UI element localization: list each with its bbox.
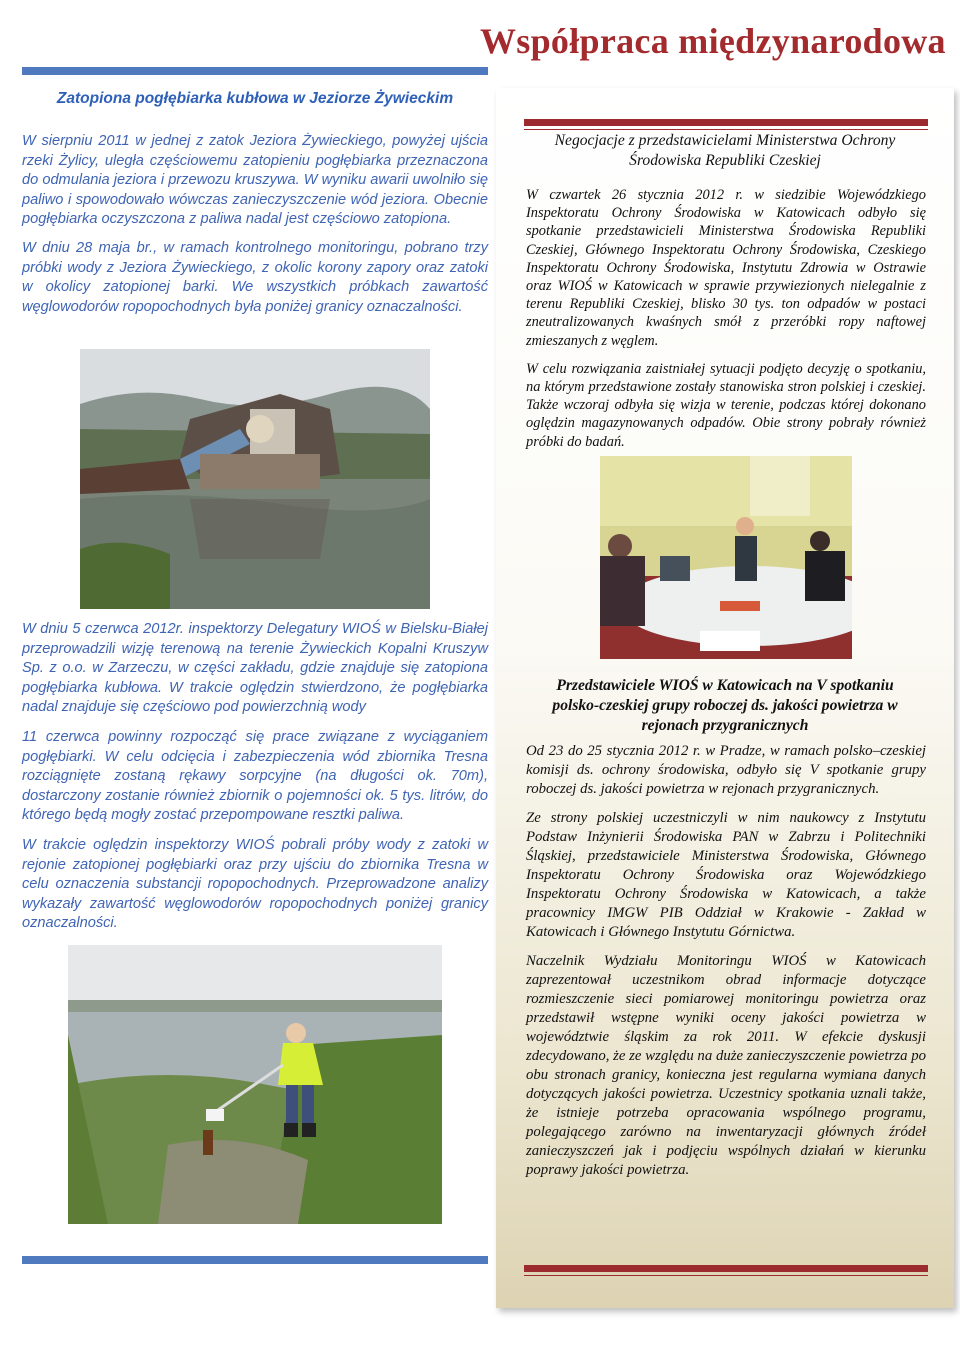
left-paragraph-3: W dniu 5 czerwca 2012r. inspektorzy Delegatury WIOŚ w Bielsku-Białej przeprowadzili wizję terenową na terenie Żywieckich Kopalni Kruszyw Sp. z o.o. w Zarzeczu, w części zakładu, gdzie znajduje się zatopiona pogłębiarka kubłowa. W trakcie oględzin stwierdzono, że pogłębiarka nadal znajduje się częściowo pod powierzchnią wody — [22, 621, 488, 716]
right-heading-2: Przedstawiciele WIOŚ w Katowicach na V spotkaniu polsko-czeskiej grupy roboczej ds. jakości powietrza w rejonach przygranicznych — [552, 677, 898, 734]
left-paragraph-1: W sierpniu 2011 w jednej z zatok Jeziora Żywieckiego, powyżej ujścia rzeki Żylicy, uległa częściowemu zatopieniu pogłębiarka przeznaczona do odmulania jeziora i przewozu kruszywa. W wyniku awarii uwolniło się paliwo i spowodowało wówczas zanieczyszczenie wód jeziora. Obecnie pogłębiarka oczyszczona z paliwa nadal jest częściowo zatopiona. — [22, 133, 488, 228]
left-article-heading: Zatopiona pogłębiarka kubłowa w Jeziorze Żywieckim — [56, 90, 454, 107]
page-title: Współpraca międzynarodowa — [480, 21, 946, 61]
dredger-photo — [80, 349, 430, 609]
left-article-continued — [22, 620, 488, 943]
bottom-red-rule — [524, 1265, 928, 1276]
top-blue-bar — [22, 67, 488, 75]
right-paragraph-1: W czwartek 26 stycznia 2012 r. w siedzibie Wojewódzkiego Inspektoratu Ochrony Środowiska w Katowicach odbyło się spotkanie przedstawicieli Ministerstwa Środowiska Republiki Czeskiej, Głównego Inspektoratu Ochrony Środowiska, Czeskiego Inspektoratu Ochrony Środowiska, Instytutu Zdrowia w Ostrawie oraz WIOŚ w Katowicach w sprawie przywiezionych nielegalnie z terenu Republiki Czeskiej, blisko 30 tys. ton odpadów w postaci zneutralizowanych kwaśnych smół z przeróbki ropy naftowej zmieszanych z węglem. — [526, 187, 926, 349]
right-paragraph-4: Ze strony polskiej uczestniczyli w nim naukowcy z Instytutu Podstaw Inżynierii Środowiska PAN w Zabrzu i Politechniki Śląskiej, przedstawiciele Ministerstwa Środowiska, Głównego Inspektoratu Ochrony Środowiska oraz Wojewódzkiego Inspektoratu Ochrony Środowiska w Katowicach, a także pracownicy IMGW PIB Oddział w Krakowie - Zakład w Katowicach i Głównego Instytutu Górnictwa. — [526, 810, 926, 940]
right-article-1 — [526, 186, 926, 460]
left-paragraph-2: W dniu 28 maja br., w ramach kontrolnego monitoringu, pobrano trzy próbki wody z Jeziora Żywieckiego, z okolic korony zapory oraz zatoki w okolicy zatopionej barki. We wszystkich próbkach zawartość węglowodorów ropopochodnych była poniżej granicy oznaczalności. — [22, 239, 488, 315]
right-paragraph-2: W celu rozwiązania zaistniałej sytuacji podjęto decyzję o spotkaniu, na którym przedstawione zostały stanowiska stron polskiej i czeskiej. Także wczoraj odbyła się wizja w terenie, podczas której dokonano oględzin magazynowanych odpadów. Obie strony pobrały również próbki do badań. — [526, 360, 926, 450]
meeting-photo — [600, 456, 852, 659]
right-paragraph-5: Naczelnik Wydziału Monitoringu WIOŚ w Katowicach zaprezentował uczestnikom obrad informacje dotyczące rozmieszczenie sieci pomiarowej monitoringu powietrza oraz przedstawił wstępne wyniki oceny jakości powietrza w województwie śląskim za rok 2011. W efekcie dyskusji zdecydowano, że ze względu na duże zanieczyszczenie powietrza po obu stronach granicy, konieczna jest regularna wymiana danych dotyczących jakości powietrza. Uczestnicy spotkania uznali także, że istnieje potrzeba opracowania wspólnego programu, polegającego zarówno na inwentaryzacji głównych źródeł zanieczyszczeń jak i podjęciu wspólnych działań w kierunku poprawy jakości powietrza. — [526, 953, 926, 1178]
water-sampling-photo — [68, 945, 442, 1224]
left-paragraph-5: W trakcie oględzin inspektorzy WIOŚ pobrali próby wody z zatoki w rejonie zatopionej pogłębiarki oraz przy ujściu do zbiornika Tresna w celu oznaczenia substancji ropopochodnych. Przeprowadzone analizy wykazały zawartość węglowodorów ropopochodnych poniżej granicy oznaczalności. — [22, 836, 488, 932]
right-article-2 — [526, 742, 926, 1189]
right-paragraph-3: Od 23 do 25 stycznia 2012 r. w Pradze, w ramach polsko–czeskiej komisji ds. ochrony środowiska, odbyło się V spotkanie grupy roboczej ds. jakości powietrza w rejonach przygranicznych. — [526, 743, 926, 797]
bottom-blue-bar — [22, 1256, 488, 1264]
right-heading-1: Negocjacje z przedstawicielami Ministerstwa Ochrony Środowiska Republiki Czeskiej — [554, 132, 896, 169]
top-red-rule — [524, 119, 928, 130]
left-paragraph-4: 11 czerwca powinny rozpocząć się prace związane z wyciąganiem pogłębiarki. W celu odcięcia i zabezpieczenia wód zbiornika Tresna rozciągnięte zostaną rękawy sorpcyjne (na długości ok. 70m), dostarczony zostanie również zbiornik o pojemności ok. 5 tys. litrów, do którego będą mogły zostać przepompowane resztki paliwa. — [22, 728, 488, 824]
left-article-intro — [22, 132, 488, 326]
